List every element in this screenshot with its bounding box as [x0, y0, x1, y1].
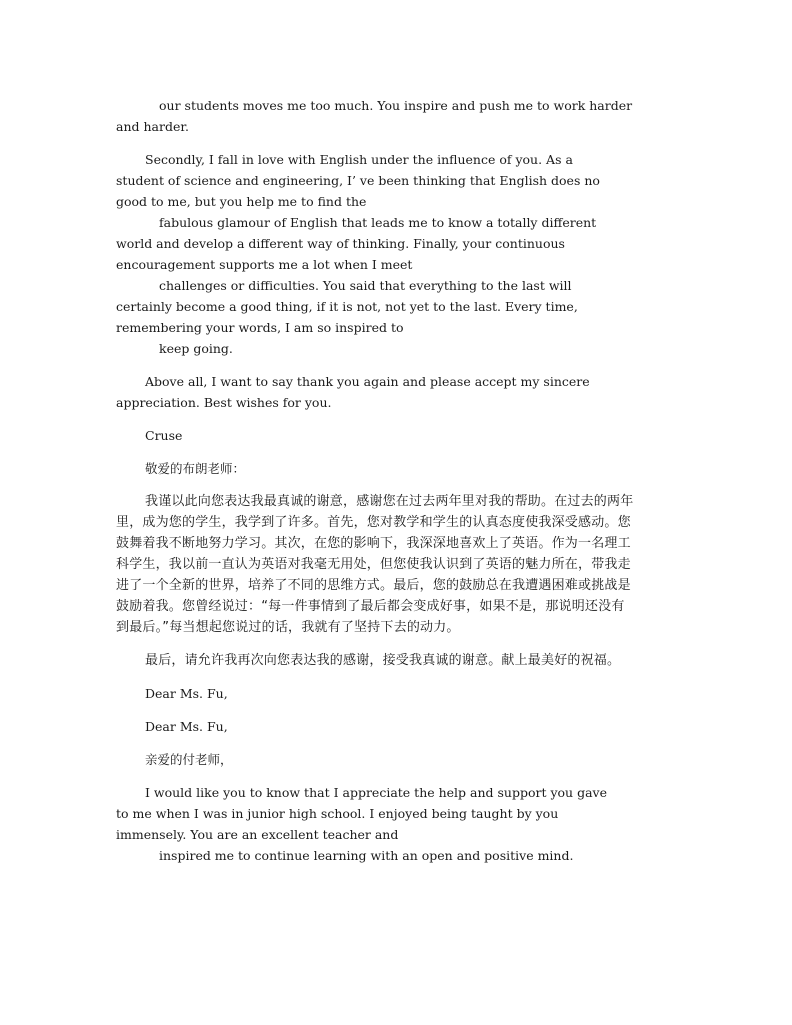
text-line: certainly become a good thing, if it is not, not yet to the last. Every time,	[116, 299, 578, 314]
document-page	[116, 95, 672, 878]
text-line: I would like you to know that I appreciate the help and support you gave	[145, 785, 607, 800]
text-line: inspired me to continue learning with an open and positive mind.	[159, 848, 574, 863]
text-line: Above all, I want to say thank you again and please accept my sincere	[145, 374, 590, 389]
paragraph	[116, 716, 672, 737]
paragraph	[116, 458, 672, 479]
text-line: 我谨以此向您表达我最真诚的谢意，感谢您在过去两年里对我的帮助。在过去的两年	[145, 494, 634, 509]
paragraph	[116, 491, 672, 638]
text-line: appreciation. Best wishes for you.	[116, 395, 332, 410]
text-line: 鼓舞着我不断地努力学习。其次，在您的影响下，我深深地喜欢上了英语。作为一名理工	[116, 536, 631, 551]
paragraph	[116, 650, 672, 671]
text-line: Cruse	[145, 428, 183, 443]
text-line: 到最后。”每当想起您说过的话，我就有了坚持下去的动力。	[116, 620, 460, 635]
text-line: Dear Ms. Fu,	[145, 686, 228, 701]
paragraph	[116, 782, 672, 866]
text-line: 进了一个全新的世界，培养了不同的思维方式。最后，您的鼓励总在我遭遇困难或挑战是	[116, 578, 631, 593]
text-line: 最后，请允许我再次向您表达我的感谢，接受我真诚的谢意。献上最美好的祝福。	[145, 653, 621, 668]
paragraph	[116, 425, 672, 446]
text-line: 亲爱的付老师，	[145, 752, 233, 767]
text-line: keep going.	[159, 341, 233, 356]
text-line: to me when I was in junior high school. I enjoyed being taught by you	[116, 806, 559, 821]
text-line: immensely. You are an excellent teacher and	[116, 827, 399, 842]
text-line: student of science and engineering, I’ ve been thinking that English does no	[116, 173, 600, 188]
paragraph	[116, 371, 672, 413]
paragraph	[116, 683, 672, 704]
text-line: good to me, but you help me to find the	[116, 194, 367, 209]
text-line: 里，成为您的学生，我学到了许多。首先，您对教学和学生的认真态度使我深受感动。您	[116, 515, 631, 530]
paragraph	[116, 95, 672, 137]
text-line: and harder.	[116, 119, 189, 134]
text-line: 科学生，我以前一直认为英语对我毫无用处，但您使我认识到了英语的魅力所在，带我走	[116, 557, 631, 572]
text-line: Dear Ms. Fu,	[145, 719, 228, 734]
text-line: world and develop a different way of thinking. Finally, your continuous	[116, 236, 565, 251]
paragraph	[116, 749, 672, 770]
text-line: encouragement supports me a lot when I meet	[116, 257, 413, 272]
text-line: our students moves me too much. You inspire and push me to work harder	[159, 98, 633, 113]
text-line: 敬爱的布朗老师：	[145, 461, 246, 476]
paragraph	[116, 149, 672, 359]
text-line: remembering your words, I am so inspired to	[116, 320, 404, 335]
text-line: fabulous glamour of English that leads me to know a totally different	[159, 215, 597, 230]
text-line: 鼓励着我。您曾经说过：“每一件事情到了最后都会变成好事，如果不是，那说明还没有	[116, 599, 625, 614]
text-line: challenges or difficulties. You said that everything to the last will	[159, 278, 572, 293]
text-line: Secondly, I fall in love with English under the influence of you. As a	[145, 152, 573, 167]
